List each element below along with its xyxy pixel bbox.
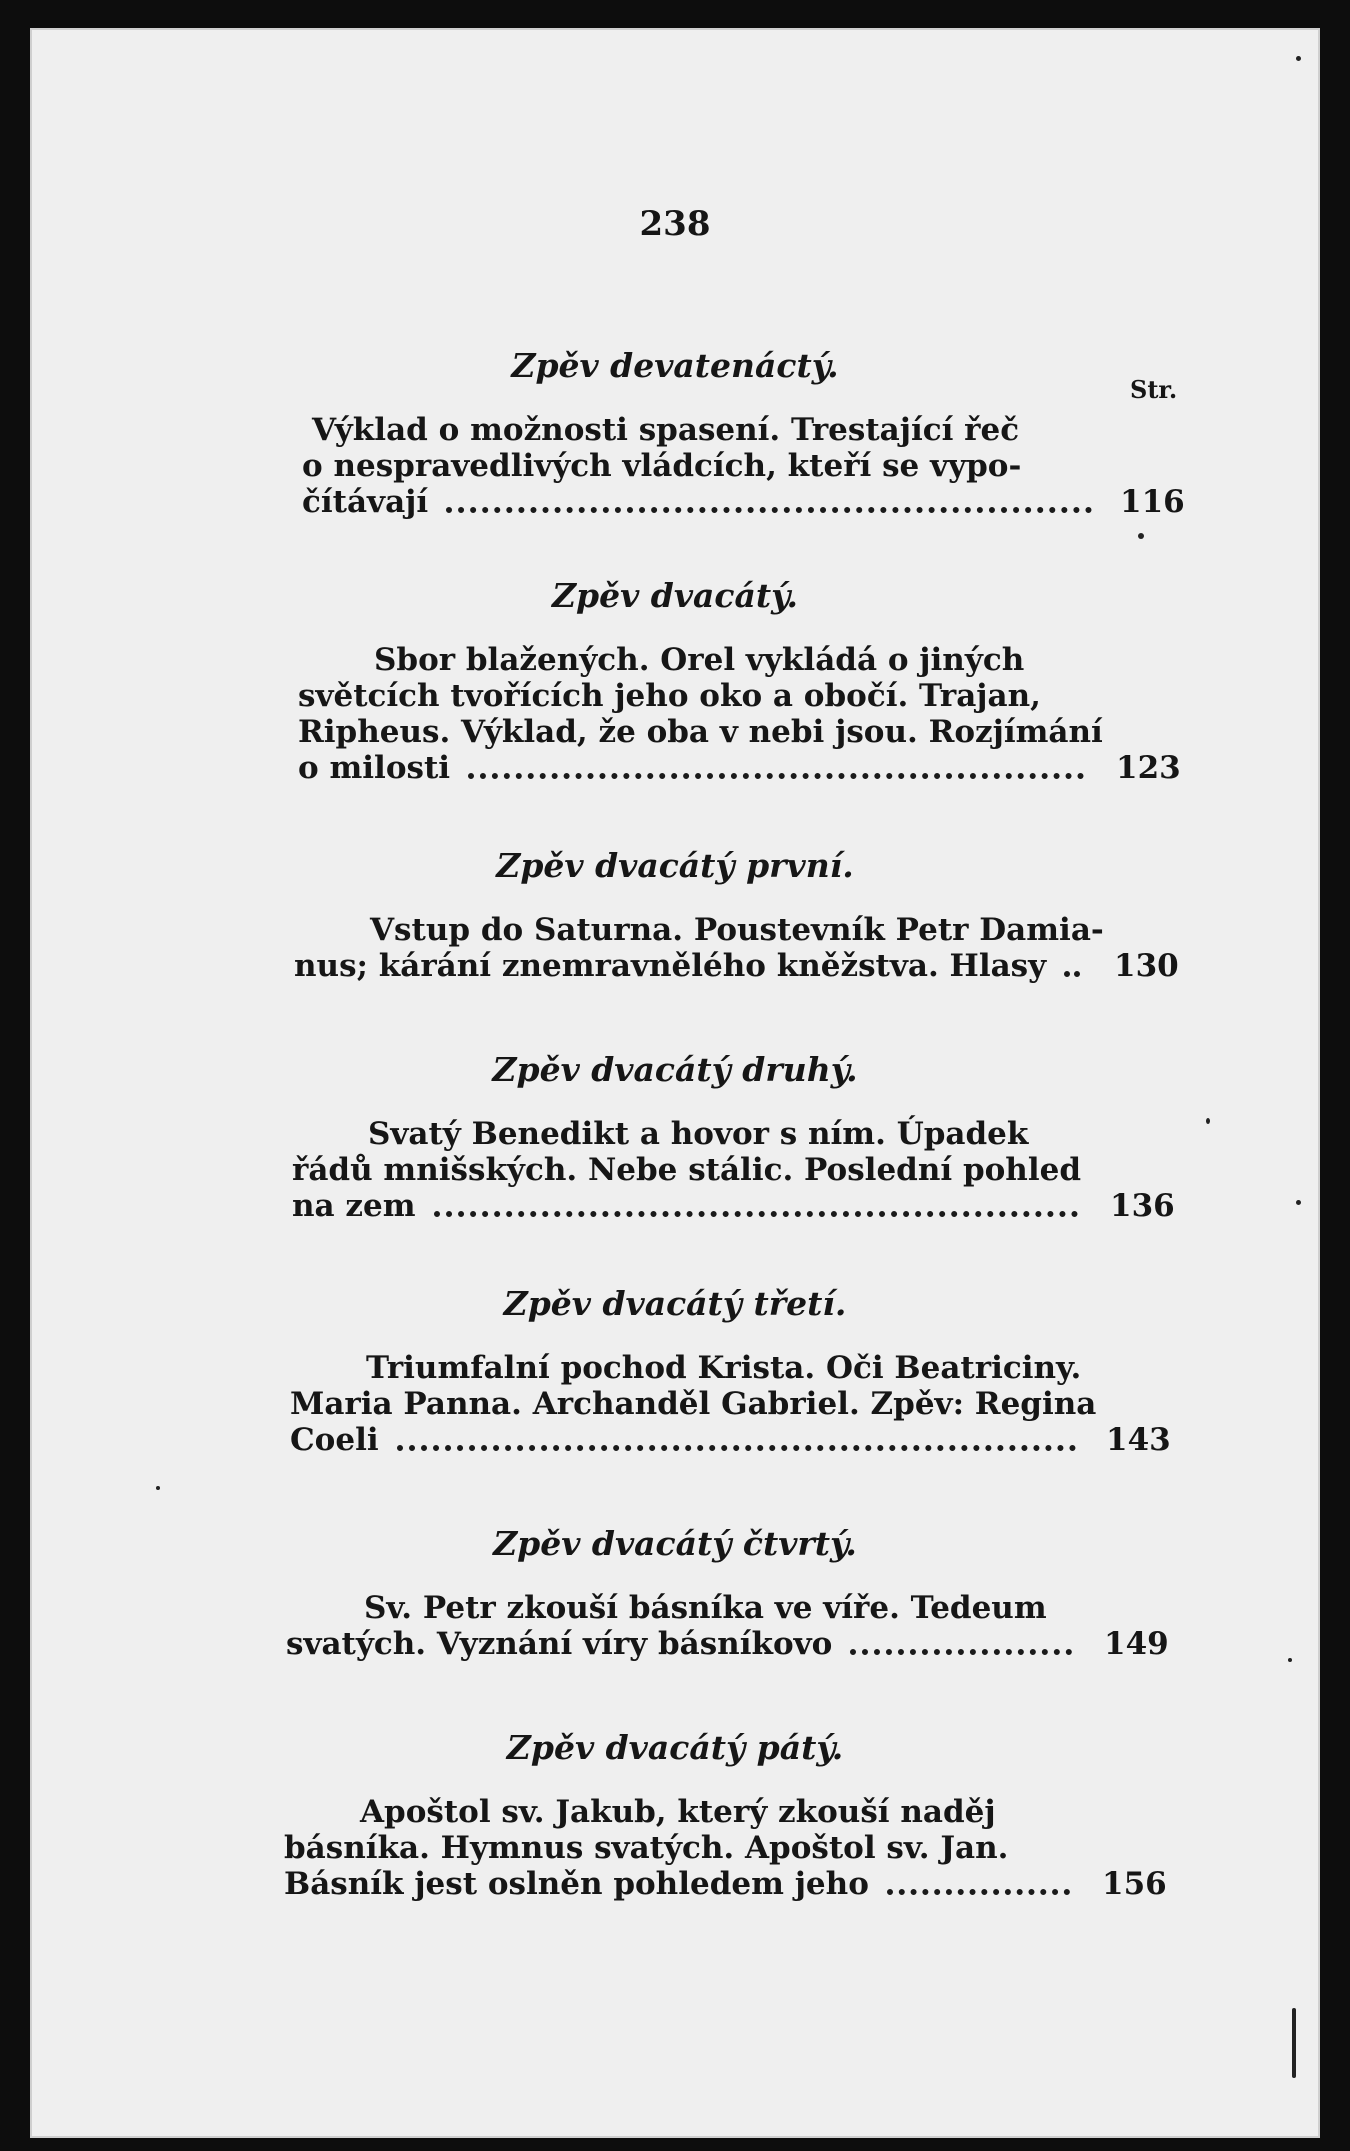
description-line: svatých. Vyznání víry básníkovo: [286, 1626, 833, 1662]
description-last-line: [286, 1624, 1086, 1664]
description-line: Svatý Benedikt a hovor s ním. Úpadek: [368, 1116, 1029, 1152]
page-reference: 123: [1116, 750, 1181, 786]
description-line: o milosti: [298, 750, 451, 786]
leader-dots: [468, 773, 1084, 779]
description-line: na zem: [292, 1188, 416, 1224]
page-reference: 156: [1102, 1866, 1167, 1902]
description-line: Triumfalní pochod Krista. Oči Beatriciny.: [366, 1350, 1082, 1386]
canto-heading: Zpěv dvacátý pátý.: [506, 1728, 844, 1767]
scan-speck: [1296, 1200, 1301, 1205]
description-line: Apoštol sv. Jakub, který zkouší naděj: [360, 1794, 996, 1830]
book-page: [30, 28, 1320, 2138]
leader-dots: [397, 1445, 1076, 1451]
description-line: Coeli: [290, 1422, 379, 1458]
scan-speck: [1296, 56, 1301, 61]
canto-heading: Zpěv dvacátý čtvrtý.: [493, 1524, 857, 1563]
description-last-line: [290, 1420, 1090, 1460]
description-last-line: [294, 946, 1094, 986]
page-reference: 143: [1106, 1422, 1171, 1458]
description-line: Výklad o možnosti spasení. Trestající řeč: [312, 412, 1020, 448]
page-reference: 136: [1110, 1188, 1175, 1224]
description-line: světcích tvořících jeho oko a obočí. Trajan,: [298, 678, 1041, 714]
page-reference: 149: [1104, 1626, 1169, 1662]
scan-speck: [1292, 2008, 1296, 2078]
description-last-line: [284, 1864, 1084, 1904]
description-line: Vstup do Saturna. Poustevník Petr Damia-: [370, 912, 1104, 948]
description-line: Sv. Petr zkouší básníka ve víře. Tedeum: [364, 1590, 1047, 1626]
description-line: řádů mnišských. Nebe stálic. Poslední pohled: [292, 1152, 1082, 1188]
description-last-line: [292, 1186, 1092, 1226]
description-line: básníka. Hymnus svatých. Apoštol sv. Jan.: [284, 1830, 1009, 1866]
canto-heading: Zpěv devatenáctý.: [511, 346, 839, 385]
description-last-line: [302, 482, 1106, 522]
canto-heading: Zpěv dvacátý druhý.: [492, 1050, 858, 1089]
leader-dots: [446, 507, 1092, 513]
page-reference: 130: [1114, 948, 1179, 984]
canto-heading: Zpěv dvacátý.: [551, 576, 799, 615]
scan-speck: [1206, 1118, 1210, 1124]
leader-dots: [434, 1211, 1078, 1217]
description-line: Básník jest oslněn pohledem jeho: [284, 1866, 869, 1902]
scan-speck: [1288, 1658, 1292, 1662]
leader-dots: [887, 1889, 1070, 1895]
description-line: Ripheus. Výklad, že oba v nebi jsou. Rozjímání: [298, 714, 1103, 750]
leader-dots: [1064, 971, 1080, 977]
scan-speck: [1138, 533, 1144, 539]
page-column-label: Str.: [1130, 375, 1178, 404]
page-number: 238: [639, 204, 711, 244]
canto-heading: Zpěv dvacátý první.: [496, 846, 854, 885]
description-line: čítávají: [302, 484, 429, 520]
description-last-line: [298, 748, 1098, 788]
page-reference: 116: [1120, 484, 1185, 520]
leader-dots: [850, 1649, 1072, 1655]
description-line: o nespravedlivých vládcích, kteří se vypo-: [302, 448, 1022, 484]
canto-heading: Zpěv dvacátý třetí.: [503, 1284, 847, 1323]
scan-speck: [156, 1486, 160, 1490]
description-line: Maria Panna. Archanděl Gabriel. Zpěv: Regina: [290, 1386, 1097, 1422]
description-line: Sbor blažených. Orel vykládá o jiných: [374, 642, 1025, 678]
description-line: nus; kárání znemravnělého kněžstva. Hlasy: [294, 948, 1047, 984]
